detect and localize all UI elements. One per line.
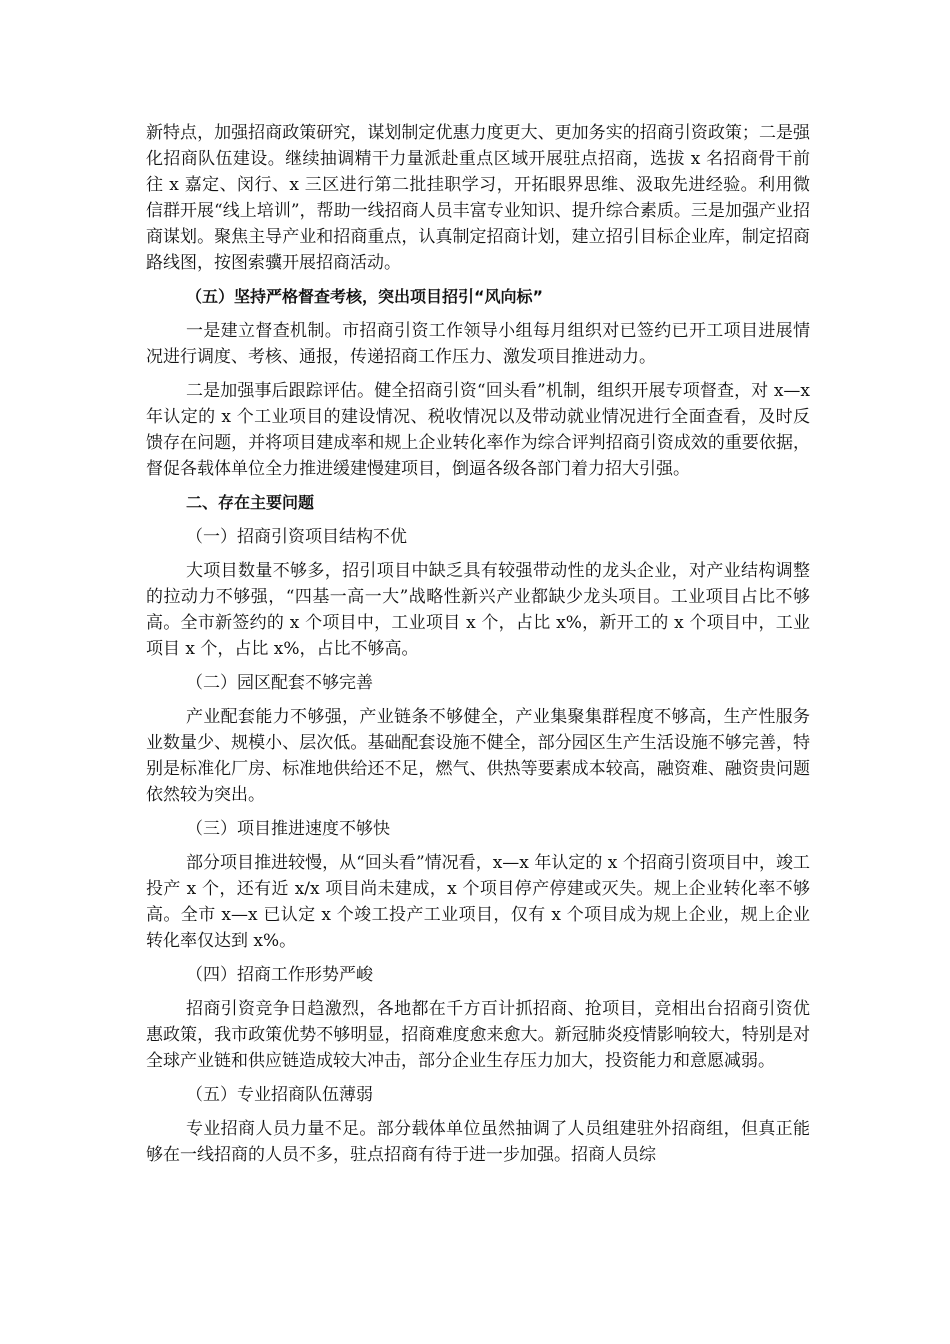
subheading-situation: （四）招商工作形势严峻: [186, 965, 373, 985]
subheading-structure: （一）招商引资项目结构不优: [186, 527, 407, 547]
paragraph-structure: 大项目数量不够多，招引项目中缺乏具有较强带动性的龙头企业，对产业结构调整的拉动力不够强，“四基一高一大”战略性新兴产业都缺少龙头项目。工业项目占比不够高。全市新签约的 x 个项目中，工业项目 x 个，占比 x%，新开工的 x 个项目中，工业项目 x 个，占比 x%，占比不够高。: [146, 561, 810, 659]
chapter-heading-problems: 二、存在主要问题: [186, 493, 315, 512]
paragraph-supervision: 一是建立督查机制。市招商引资工作领导小组每月组织对已签约已开工项目进展情况进行调度、考核、通报，传递招商工作压力、激发项目推进动力。: [146, 321, 810, 367]
paragraph-team: 专业招商人员力量不足。部分载体单位虽然抽调了人员组建驻外招商组，但真正能够在一线招商的人员不多，驻点招商有待于进一步加强。招商人员综: [146, 1119, 810, 1165]
document-body: [146, 120, 810, 1176]
section-heading-five: （五）坚持严格督查考核，突出项目招引“风向标”: [186, 287, 544, 306]
paragraph-evaluation: 二是加强事后跟踪评估。健全招商引资“回头看”机制，组织开展专项督查，对 x—x 年认定的 x 个工业项目的建设情况、税收情况以及带动就业情况进行全面查看，及时反馈存在问题，并将项目建成率和规上企业转化率作为综合评判招商引资成效的重要依据，督促各载体单位全力推进缓建慢建项目，倒逼各级各部门着力招大引强。: [146, 381, 810, 479]
subheading-team: （五）专业招商队伍薄弱: [186, 1085, 373, 1105]
paragraph-park: 产业配套能力不够强，产业链条不够健全，产业集聚集群程度不够高，生产性服务业数量少、规模小、层次低。基础配套设施不健全，部分园区生产生活设施不够完善，特别是标准化厂房、标准地供给还不足，燃气、供热等要素成本较高，融资难、融资贵问题依然较为突出。: [146, 707, 810, 805]
paragraph-speed: 部分项目推进较慢，从“回头看”情况看，x—x 年认定的 x 个招商引资项目中，竣工投产 x 个，还有近 x/x 项目尚未建成，x 个项目停产停建或灭失。规上企业转化率不够高。全市 x—x 已认定 x 个竣工投产工业项目，仅有 x 个项目成为规上企业，规上企业转化率仅达到 x%。: [146, 853, 810, 951]
subheading-speed: （三）项目推进速度不够快: [186, 819, 390, 839]
paragraph-situation: 招商引资竞争日趋激烈，各地都在千方百计抓招商、抢项目，竞相出台招商引资优惠政策，我市政策优势不够明显，招商难度愈来愈大。新冠肺炎疫情影响较大，特别是对全球产业链和供应链造成较大冲击，部分企业生存压力加大，投资能力和意愿减弱。: [146, 999, 810, 1071]
paragraph-continuation: 新特点，加强招商政策研究，谋划制定优惠力度更大、更加务实的招商引资政策；二是强化招商队伍建设。继续抽调精干力量派赴重点区域开展驻点招商，选拔 x 名招商骨干前往 x 嘉定、闵行、x 三区进行第二批挂职学习，开拓眼界思维、汲取先进经验。利用微信群开展“线上培训”，帮助一线招商人员丰富专业知识、提升综合素质。三是加强产业招商谋划。聚焦主导产业和招商重点，认真制定招商计划，建立招引目标企业库，制定招商路线图，按图索骥开展招商活动。: [146, 123, 810, 273]
subheading-park: （二）园区配套不够完善: [186, 673, 373, 693]
